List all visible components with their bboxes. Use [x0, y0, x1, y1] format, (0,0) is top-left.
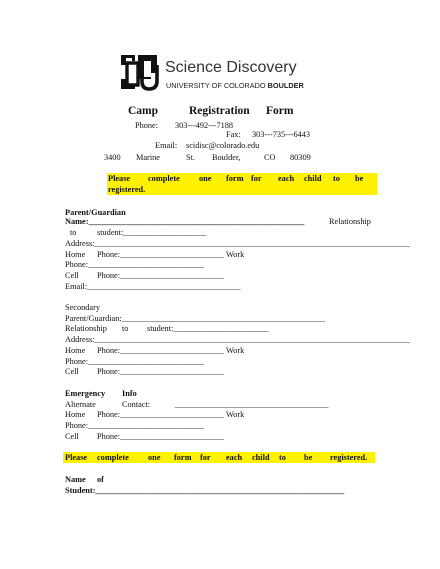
- parent-name-field[interactable]: Name:____________________________________________________: [65, 217, 305, 226]
- notice-bottom-word: each: [226, 453, 243, 462]
- notice-top-word: complete: [148, 174, 180, 183]
- email-value: scidisc@colorado.edu: [186, 141, 260, 150]
- fax-label: Fax:: [226, 130, 241, 139]
- address-street-name: Marine: [136, 153, 160, 162]
- parent-work-label: Work: [226, 250, 245, 259]
- fax-value: 303---735---6443: [252, 130, 311, 139]
- emergency-info-heading: Info: [122, 389, 137, 398]
- logo-subtitle-boulder: BOULDER: [267, 81, 304, 90]
- parent-cell-phone-field[interactable]: Phone:_________________________: [97, 271, 224, 280]
- secondary-guardian-field[interactable]: Parent/Guardian:_________________________________________________: [65, 314, 325, 323]
- notice-top-word: for: [251, 174, 262, 183]
- secondary-relationship-label: Relationship: [65, 324, 107, 333]
- secondary-work-phone-field[interactable]: Phone:____________________________: [65, 357, 205, 366]
- notice-bottom-word: for: [200, 453, 211, 462]
- emergency-cell-label: Cell: [65, 432, 79, 441]
- notice-bottom-word: form: [174, 453, 192, 462]
- notice-top-word: one: [199, 174, 212, 183]
- logo-title: Science Discovery: [165, 59, 297, 76]
- secondary-cell-label: Cell: [65, 367, 79, 376]
- secondary-work-label: Work: [226, 346, 245, 355]
- parent-email-field[interactable]: Email:_____________________________________: [65, 282, 241, 291]
- secondary-to-label: to: [122, 324, 129, 333]
- parent-home-phone-field[interactable]: Phone:_________________________: [97, 250, 224, 259]
- notice-top-word: each: [278, 174, 295, 183]
- notice-bottom-word: registered.: [330, 453, 368, 462]
- notice-top-word: child: [304, 174, 322, 183]
- address-number: 3400: [104, 153, 121, 162]
- student-name-field[interactable]: Student:____________________________________________________________: [65, 486, 345, 495]
- address-city: Boulder,: [212, 153, 241, 162]
- secondary-cell-phone-field[interactable]: Phone:_________________________: [97, 367, 224, 376]
- student-of-label: of: [97, 475, 104, 484]
- form-title-camp: Camp: [128, 105, 159, 117]
- emergency-heading: Emergency: [65, 389, 106, 398]
- parent-work-phone-field[interactable]: Phone:____________________________: [65, 260, 205, 269]
- notice-top-word: be: [355, 174, 364, 183]
- notice-bottom-word: to: [279, 453, 286, 462]
- parent-relationship-label: Relationship: [329, 217, 371, 226]
- notice-bottom-word: be: [304, 453, 313, 462]
- phone-label: Phone:: [135, 121, 159, 130]
- secondary-relationship-field[interactable]: student:_______________________: [147, 324, 269, 333]
- emergency-home-phone-field[interactable]: Phone:_________________________: [97, 410, 224, 419]
- phone-value: 303---492---7188: [175, 121, 234, 130]
- notice-top-word: registered.: [108, 185, 146, 194]
- form-title-registration: Registration: [189, 105, 250, 117]
- notice-bottom-word: one: [148, 453, 161, 462]
- form-title-form: Form: [266, 105, 294, 117]
- parent-home-label: Home: [65, 250, 86, 259]
- emergency-contact-field[interactable]: _____________________________________: [175, 400, 329, 409]
- notice-bottom-word: child: [252, 453, 270, 462]
- notice-top-word: Please: [108, 174, 131, 183]
- logo-subtitle-univ: UNIVERSITY OF COLORADO: [166, 81, 268, 90]
- parent-guardian-heading: Parent/Guardian: [65, 208, 126, 217]
- parent-address-field[interactable]: Address:____________________________________________________________________________: [65, 239, 410, 248]
- notice-top-word: to: [333, 174, 340, 183]
- student-name-label: Name: [65, 475, 86, 484]
- secondary-address-field[interactable]: Address:____________________________________________________________________________: [65, 335, 410, 344]
- address-zip: 80309: [290, 153, 311, 162]
- logo-subtitle: [166, 81, 304, 90]
- parent-cell-label: Cell: [65, 271, 79, 280]
- address-street-type: St.: [186, 153, 195, 162]
- emergency-work-label: Work: [226, 410, 245, 419]
- emergency-alternate-label: Alternate: [65, 400, 96, 409]
- notice-bottom-word: Please: [65, 453, 88, 462]
- email-label: Email:: [155, 141, 178, 150]
- parent-to-label: to: [70, 228, 77, 237]
- parent-relationship-field[interactable]: student:____________________: [97, 228, 207, 237]
- secondary-heading: Secondary: [65, 303, 101, 312]
- secondary-home-phone-field[interactable]: Phone:_________________________: [97, 346, 224, 355]
- cu-logo-icon: [118, 51, 160, 93]
- emergency-work-phone-field[interactable]: Phone:____________________________: [65, 421, 205, 430]
- emergency-contact-label: Contact:: [122, 400, 151, 409]
- emergency-home-label: Home: [65, 410, 86, 419]
- address-state: CO: [264, 153, 276, 162]
- secondary-home-label: Home: [65, 346, 86, 355]
- notice-top-word: form: [226, 174, 244, 183]
- emergency-cell-phone-field[interactable]: Phone:_________________________: [97, 432, 224, 441]
- notice-bottom-word: complete: [97, 453, 129, 462]
